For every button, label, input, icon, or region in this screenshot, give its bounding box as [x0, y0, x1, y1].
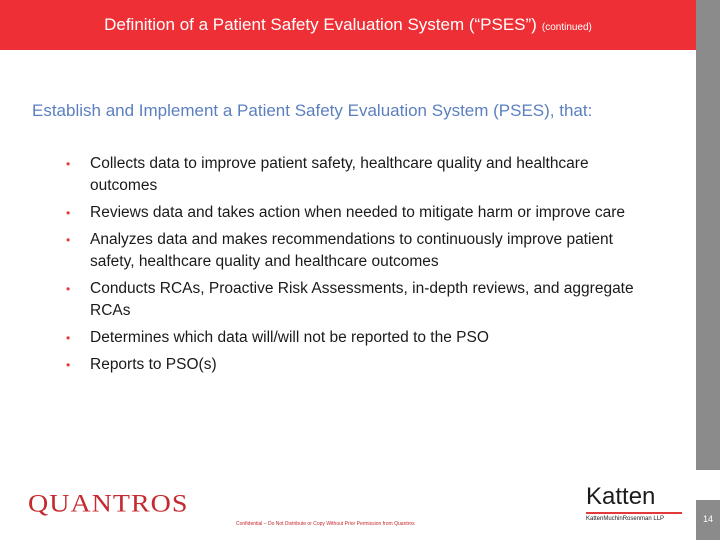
slide-title: Definition of a Patient Safety Evaluation System (“PSES”) [104, 15, 537, 34]
bullet-dot-icon: • [66, 331, 71, 345]
bullet-dot-icon: • [66, 206, 71, 220]
katten-firm-name: KattenMuchinRosenman LLP [586, 516, 665, 522]
bullet-item [66, 229, 656, 273]
bullet-text: Conducts RCAs, Proactive Risk Assessments, in-depth reviews, and aggregate RCAs [90, 280, 634, 319]
bullet-dot-icon: • [66, 282, 71, 296]
bullet-text: Reviews data and takes action when needed to mitigate harm or improve care [90, 204, 626, 221]
intro-text: Establish and Implement a Patient Safety Evaluation System (PSES), that: [32, 101, 593, 120]
katten-logo [586, 484, 686, 522]
bullet-text: Collects data to improve patient safety, healthcare quality and healthcare outcomes [90, 155, 589, 194]
bullet-item [66, 278, 656, 322]
rail-gap [696, 470, 720, 500]
right-rail [696, 0, 720, 540]
quantros-logo: QUANTROS [28, 490, 189, 518]
bullet-dot-icon: • [66, 233, 71, 247]
bullet-dot-icon: • [66, 157, 71, 171]
katten-wordmark: Katten [586, 483, 656, 510]
slide-number: 14 [702, 514, 713, 524]
confidential-notice: Confidential – Do Not Distribute or Copy Without Prior Permission from Quantros [236, 521, 415, 527]
bullet-text: Reports to PSO(s) [90, 356, 217, 373]
title-bar [0, 0, 696, 50]
bullet-item [66, 153, 656, 197]
bullet-dot-icon: • [66, 358, 71, 372]
bullet-item [66, 327, 656, 349]
bullet-item [66, 354, 656, 376]
bullet-text: Analyzes data and makes recommendations to continuously improve patient safety, healthcare quality and healthcare outcomes [90, 231, 613, 270]
bullet-list [66, 153, 656, 381]
bullet-text: Determines which data will/will not be reported to the PSO [90, 329, 489, 346]
katten-underline [586, 512, 682, 514]
bullet-item [66, 202, 656, 224]
slide-subtitle: (continued) [541, 21, 592, 33]
